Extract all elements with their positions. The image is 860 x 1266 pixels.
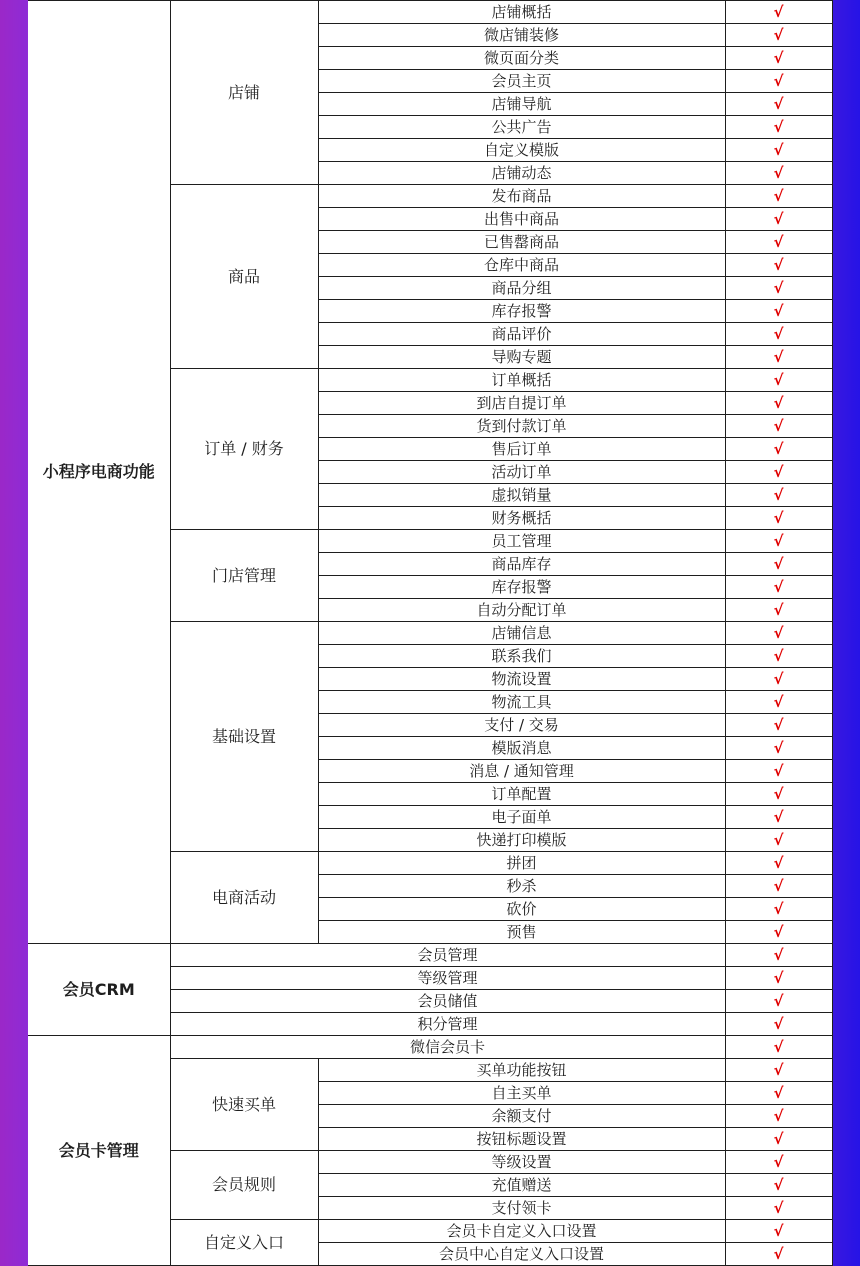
feature-name: 商品评价 bbox=[318, 323, 725, 346]
feature-name: 物流设置 bbox=[318, 668, 725, 691]
check-mark: √ bbox=[725, 1128, 832, 1151]
feature-name: 虚拟销量 bbox=[318, 484, 725, 507]
check-mark: √ bbox=[725, 760, 832, 783]
feature-name: 库存报警 bbox=[318, 576, 725, 599]
check-mark: √ bbox=[725, 277, 832, 300]
check-mark: √ bbox=[725, 783, 832, 806]
feature-name: 自定义模版 bbox=[318, 139, 725, 162]
check-mark: √ bbox=[725, 944, 832, 967]
check-mark: √ bbox=[725, 484, 832, 507]
group-name: 快速买单 bbox=[170, 1059, 318, 1151]
feature-name: 会员管理 bbox=[170, 944, 725, 967]
feature-name: 活动订单 bbox=[318, 461, 725, 484]
check-mark: √ bbox=[725, 254, 832, 277]
check-mark: √ bbox=[725, 553, 832, 576]
section-title: 小程序电商功能 bbox=[28, 1, 170, 944]
check-mark: √ bbox=[725, 300, 832, 323]
section-title: 会员卡管理 bbox=[28, 1036, 170, 1266]
check-mark: √ bbox=[725, 162, 832, 185]
feature-table-body bbox=[28, 1, 832, 1266]
feature-name: 电子面单 bbox=[318, 806, 725, 829]
group-name: 电商活动 bbox=[170, 852, 318, 944]
check-mark: √ bbox=[725, 852, 832, 875]
check-mark: √ bbox=[725, 645, 832, 668]
group-name: 店铺 bbox=[170, 1, 318, 185]
check-mark: √ bbox=[725, 323, 832, 346]
check-mark: √ bbox=[725, 806, 832, 829]
group-name: 商品 bbox=[170, 185, 318, 369]
feature-name: 店铺信息 bbox=[318, 622, 725, 645]
check-mark: √ bbox=[725, 369, 832, 392]
feature-name: 到店自提订单 bbox=[318, 392, 725, 415]
feature-name: 库存报警 bbox=[318, 300, 725, 323]
check-mark: √ bbox=[725, 139, 832, 162]
check-mark: √ bbox=[725, 829, 832, 852]
feature-name: 支付 / 交易 bbox=[318, 714, 725, 737]
check-mark: √ bbox=[725, 875, 832, 898]
feature-name: 余额支付 bbox=[318, 1105, 725, 1128]
feature-name: 等级管理 bbox=[170, 967, 725, 990]
check-mark: √ bbox=[725, 231, 832, 254]
feature-name: 积分管理 bbox=[170, 1013, 725, 1036]
feature-name: 财务概括 bbox=[318, 507, 725, 530]
feature-name: 仓库中商品 bbox=[318, 254, 725, 277]
feature-name: 模版消息 bbox=[318, 737, 725, 760]
feature-name: 店铺动态 bbox=[318, 162, 725, 185]
feature-name: 支付领卡 bbox=[318, 1197, 725, 1220]
feature-name: 自主买单 bbox=[318, 1082, 725, 1105]
check-mark: √ bbox=[725, 1151, 832, 1174]
table-row bbox=[28, 1, 832, 24]
feature-name: 物流工具 bbox=[318, 691, 725, 714]
check-mark: √ bbox=[725, 47, 832, 70]
check-mark: √ bbox=[725, 921, 832, 944]
feature-name: 充值赠送 bbox=[318, 1174, 725, 1197]
check-mark: √ bbox=[725, 737, 832, 760]
feature-name: 会员储值 bbox=[170, 990, 725, 1013]
check-mark: √ bbox=[725, 1082, 832, 1105]
feature-name: 售后订单 bbox=[318, 438, 725, 461]
feature-name: 买单功能按钮 bbox=[318, 1059, 725, 1082]
feature-name: 货到付款订单 bbox=[318, 415, 725, 438]
feature-name: 发布商品 bbox=[318, 185, 725, 208]
check-mark: √ bbox=[725, 208, 832, 231]
feature-name: 导购专题 bbox=[318, 346, 725, 369]
feature-name: 订单配置 bbox=[318, 783, 725, 806]
check-mark: √ bbox=[725, 1013, 832, 1036]
feature-table-panel bbox=[28, 0, 832, 1264]
check-mark: √ bbox=[725, 1, 832, 24]
check-mark: √ bbox=[725, 1059, 832, 1082]
check-mark: √ bbox=[725, 668, 832, 691]
check-mark: √ bbox=[725, 576, 832, 599]
check-mark: √ bbox=[725, 346, 832, 369]
feature-name: 微店铺装修 bbox=[318, 24, 725, 47]
check-mark: √ bbox=[725, 530, 832, 553]
feature-name: 公共广告 bbox=[318, 116, 725, 139]
check-mark: √ bbox=[725, 990, 832, 1013]
feature-name: 拼团 bbox=[318, 852, 725, 875]
group-name: 自定义入口 bbox=[170, 1220, 318, 1266]
check-mark: √ bbox=[725, 1197, 832, 1220]
check-mark: √ bbox=[725, 967, 832, 990]
feature-table bbox=[28, 0, 833, 1266]
table-row bbox=[28, 1036, 832, 1059]
check-mark: √ bbox=[725, 1036, 832, 1059]
feature-name: 微页面分类 bbox=[318, 47, 725, 70]
feature-name: 砍价 bbox=[318, 898, 725, 921]
check-mark: √ bbox=[725, 70, 832, 93]
check-mark: √ bbox=[725, 898, 832, 921]
check-mark: √ bbox=[725, 507, 832, 530]
check-mark: √ bbox=[725, 622, 832, 645]
check-mark: √ bbox=[725, 691, 832, 714]
check-mark: √ bbox=[725, 116, 832, 139]
feature-name: 会员中心自定义入口设置 bbox=[318, 1243, 725, 1266]
feature-name: 自动分配订单 bbox=[318, 599, 725, 622]
feature-name: 快递打印模版 bbox=[318, 829, 725, 852]
check-mark: √ bbox=[725, 185, 832, 208]
feature-name: 秒杀 bbox=[318, 875, 725, 898]
check-mark: √ bbox=[725, 1243, 832, 1266]
feature-name: 店铺概括 bbox=[318, 1, 725, 24]
feature-name: 商品分组 bbox=[318, 277, 725, 300]
check-mark: √ bbox=[725, 93, 832, 116]
feature-name: 会员主页 bbox=[318, 70, 725, 93]
check-mark: √ bbox=[725, 1220, 832, 1243]
feature-name: 预售 bbox=[318, 921, 725, 944]
check-mark: √ bbox=[725, 415, 832, 438]
check-mark: √ bbox=[725, 1174, 832, 1197]
check-mark: √ bbox=[725, 438, 832, 461]
feature-name: 等级设置 bbox=[318, 1151, 725, 1174]
feature-name: 员工管理 bbox=[318, 530, 725, 553]
table-row bbox=[28, 944, 832, 967]
group-name: 基础设置 bbox=[170, 622, 318, 852]
feature-name: 会员卡自定义入口设置 bbox=[318, 1220, 725, 1243]
feature-name: 微信会员卡 bbox=[170, 1036, 725, 1059]
feature-name: 按钮标题设置 bbox=[318, 1128, 725, 1151]
group-name: 会员规则 bbox=[170, 1151, 318, 1220]
feature-name: 出售中商品 bbox=[318, 208, 725, 231]
feature-name: 订单概括 bbox=[318, 369, 725, 392]
group-name: 门店管理 bbox=[170, 530, 318, 622]
check-mark: √ bbox=[725, 714, 832, 737]
feature-name: 店铺导航 bbox=[318, 93, 725, 116]
check-mark: √ bbox=[725, 1105, 832, 1128]
section-title: 会员CRM bbox=[28, 944, 170, 1036]
check-mark: √ bbox=[725, 599, 832, 622]
feature-name: 联系我们 bbox=[318, 645, 725, 668]
group-name: 订单 / 财务 bbox=[170, 369, 318, 530]
feature-name: 商品库存 bbox=[318, 553, 725, 576]
check-mark: √ bbox=[725, 461, 832, 484]
check-mark: √ bbox=[725, 392, 832, 415]
feature-name: 已售罄商品 bbox=[318, 231, 725, 254]
feature-name: 消息 / 通知管理 bbox=[318, 760, 725, 783]
check-mark: √ bbox=[725, 24, 832, 47]
